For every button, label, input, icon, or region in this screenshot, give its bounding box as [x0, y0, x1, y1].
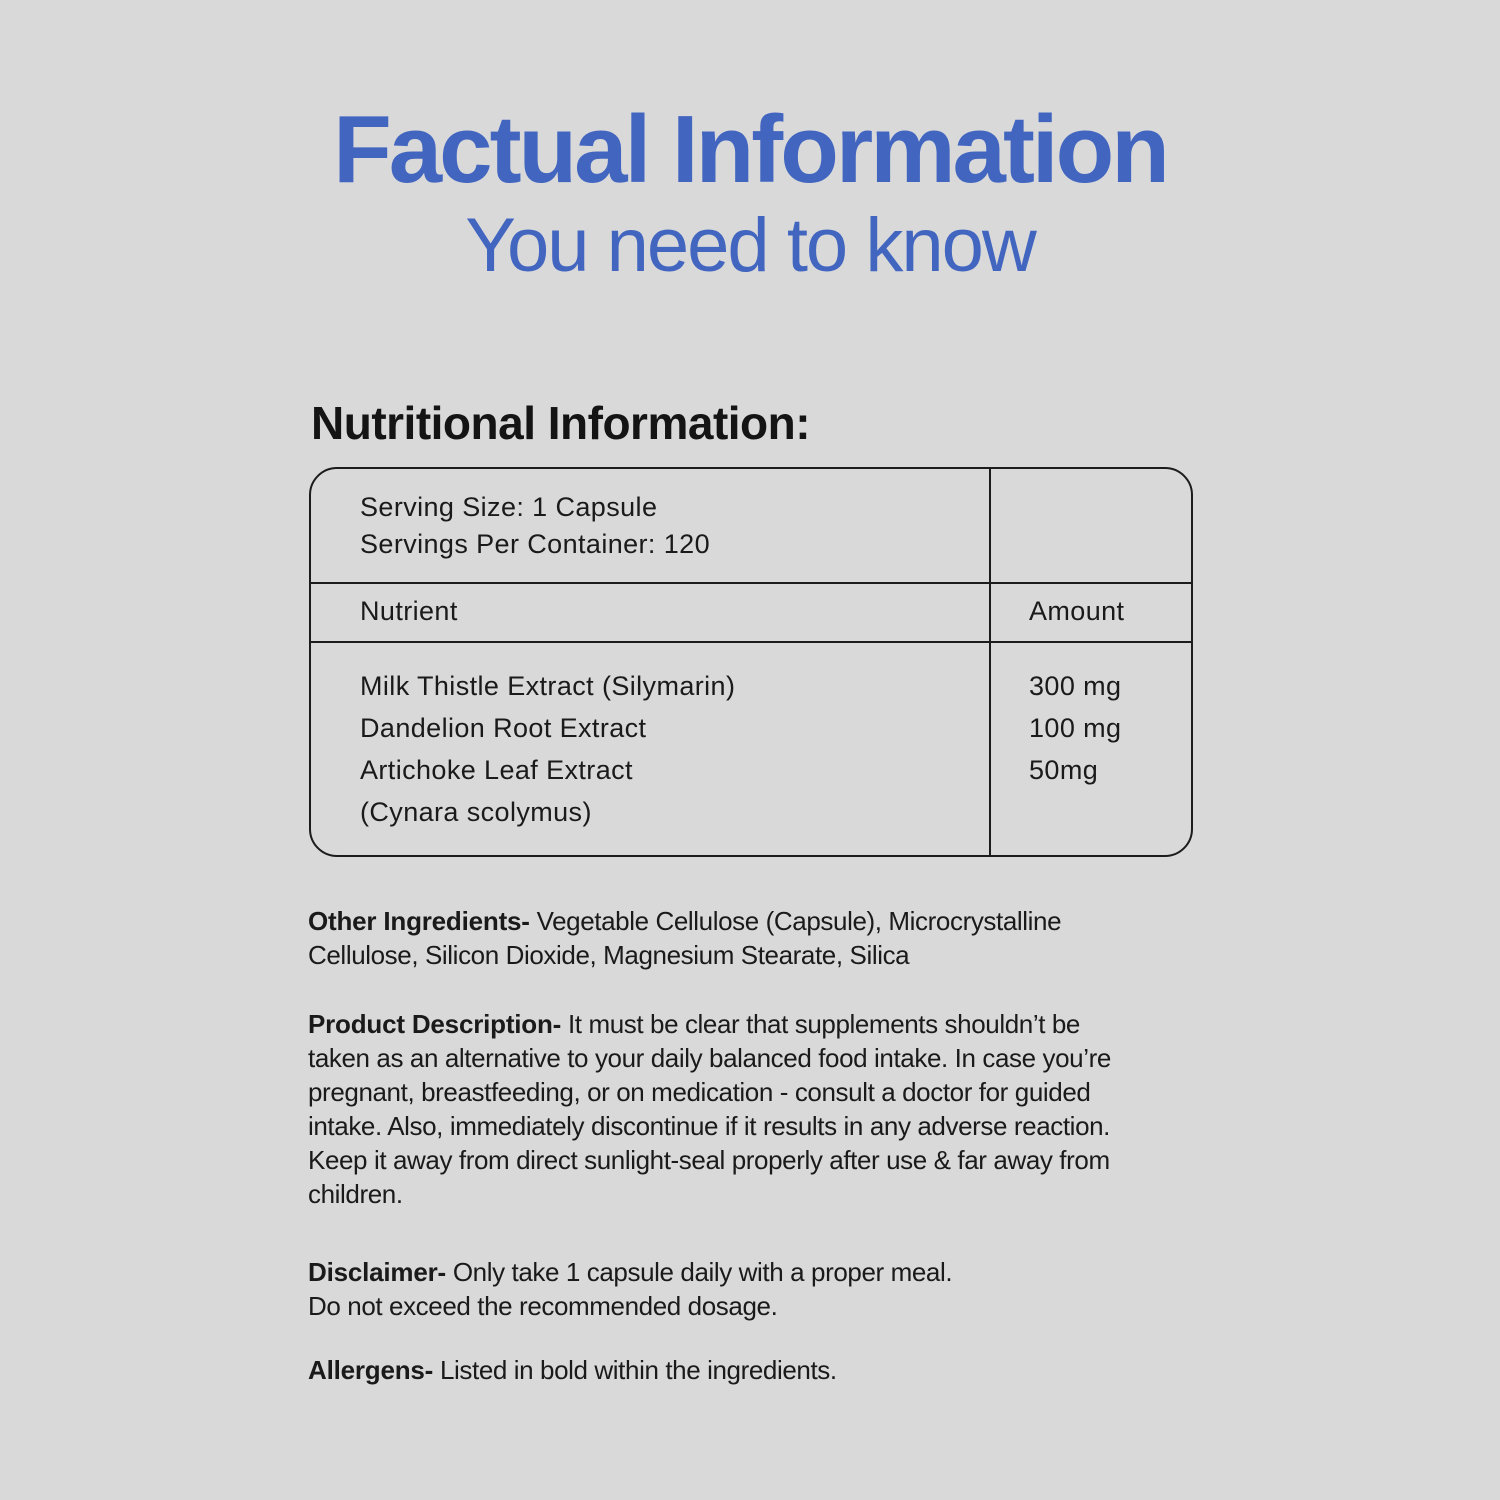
- nutrient-name: Dandelion Root Extract: [360, 713, 647, 743]
- column-divider: [989, 469, 991, 855]
- product-description-text: taken as an alternative to your daily balanced food intake. In case you’re: [308, 1043, 1111, 1073]
- disclaimer-text: Only take 1 capsule daily with a proper meal.: [452, 1257, 953, 1287]
- nutrient-name: Milk Thistle Extract (Silymarin): [360, 671, 736, 701]
- nutrient-amount: 50mg: [1029, 755, 1099, 785]
- other-ingredients-text: Vegetable Cellulose (Capsule), Microcrystalline: [536, 906, 1062, 936]
- allergens-label: Allergens-: [308, 1355, 434, 1385]
- other-ingredients: [308, 904, 1188, 972]
- serving-size: Serving Size: 1 Capsule: [360, 492, 658, 522]
- nutrient-name: Artichoke Leaf Extract: [360, 755, 633, 785]
- nutrition-heading: Nutritional Information:: [311, 397, 811, 449]
- product-description-text: It must be clear that supplements shouldn’t be: [567, 1009, 1080, 1039]
- servings-per-container: Servings Per Container: 120: [360, 529, 710, 559]
- other-ingredients-text: Cellulose, Silicon Dioxide, Magnesium Stearate, Silica: [308, 940, 910, 970]
- product-description-label: Product Description-: [308, 1009, 562, 1039]
- amount-column: [1029, 665, 1121, 791]
- product-description-text: children.: [308, 1179, 403, 1209]
- nutrient-amount: 300 mg: [1029, 671, 1122, 701]
- nutrition-facts-table: [309, 467, 1193, 857]
- product-description-text: pregnant, breastfeeding, or on medication - consult a doctor for guided: [308, 1077, 1091, 1107]
- disclaimer-label: Disclaimer-: [308, 1257, 446, 1287]
- row-divider-serving: [311, 582, 1191, 584]
- product-description: [308, 1007, 1188, 1211]
- nutrient-column: [360, 665, 735, 833]
- row-divider-header: [311, 641, 1191, 643]
- serving-info: [360, 489, 710, 563]
- nutrient-name: (Cynara scolymus): [360, 797, 592, 827]
- disclaimer-text: Do not exceed the recommended dosage.: [308, 1291, 778, 1321]
- product-description-text: intake. Also, immediately discontinue if it results in any adverse reaction.: [308, 1111, 1111, 1141]
- page-title: Factual Information: [333, 96, 1167, 203]
- allergens-text: Listed in bold within the ingredients.: [439, 1355, 837, 1385]
- product-description-text: Keep it away from direct sunlight-seal properly after use & far away from: [308, 1145, 1110, 1175]
- column-header-nutrient: Nutrient: [360, 596, 458, 626]
- allergens: [308, 1353, 1188, 1387]
- other-ingredients-label: Other Ingredients-: [308, 906, 530, 936]
- page-subtitle: You need to know: [465, 203, 1035, 288]
- disclaimer: [308, 1255, 1188, 1323]
- column-header-amount: Amount: [1029, 596, 1125, 626]
- nutrient-amount: 100 mg: [1029, 713, 1122, 743]
